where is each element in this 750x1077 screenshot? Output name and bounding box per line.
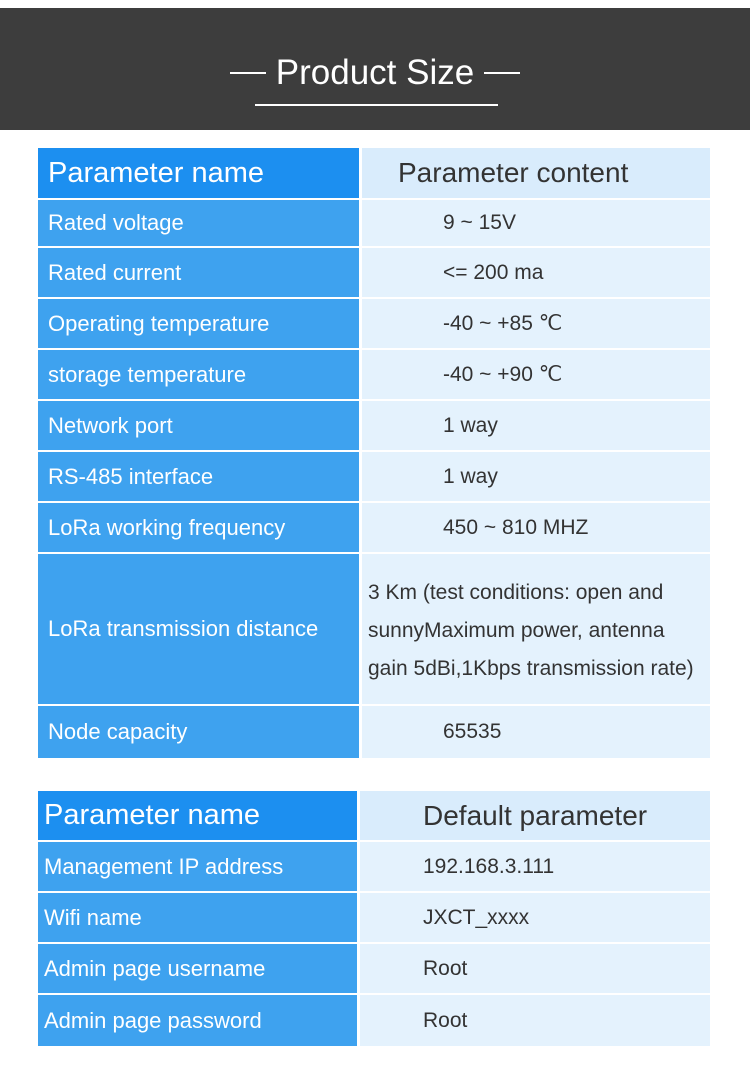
row-name: Management IP address	[38, 842, 357, 891]
row-value-line: gain 5dBi,1Kbps transmission rate)	[368, 657, 694, 680]
row-value: <= 200 ma	[359, 248, 710, 297]
table-row	[38, 503, 710, 554]
row-value: -40 ~ +85 ℃	[359, 299, 710, 348]
row-value: 1 way	[359, 452, 710, 501]
row-value: Root	[357, 944, 710, 993]
title-banner	[0, 8, 750, 130]
row-value: 192.168.3.111	[357, 842, 710, 891]
table-row	[38, 995, 710, 1046]
table-row	[38, 893, 710, 944]
row-value: Root	[357, 995, 710, 1046]
row-name: Rated voltage	[38, 200, 359, 246]
row-name: Rated current	[38, 248, 359, 297]
table-row	[38, 944, 710, 995]
row-name: LoRa transmission distance	[38, 554, 359, 704]
header-parameter-name: Parameter name	[38, 791, 357, 840]
row-value: 65535	[359, 706, 710, 758]
row-value: 9 ~ 15V	[359, 200, 710, 246]
row-value: 1 way	[359, 401, 710, 450]
default-parameter-table	[38, 791, 710, 1046]
row-name: Wifi name	[38, 893, 357, 942]
table-row	[38, 350, 710, 401]
banner-title-text: Product Size	[275, 53, 475, 92]
row-name: Network port	[38, 401, 359, 450]
row-value: -40 ~ +90 ℃	[359, 350, 710, 399]
table-header-row	[38, 791, 710, 842]
row-value-line: sunnyMaximum power, antenna	[368, 619, 665, 642]
banner-underline	[255, 104, 498, 106]
parameter-table	[38, 148, 710, 758]
table-row	[38, 554, 710, 706]
table-row	[38, 706, 710, 758]
row-value-line: 3 Km (test conditions: open and	[368, 581, 664, 604]
header-default-parameter: Default parameter	[357, 791, 710, 840]
row-name: LoRa working frequency	[38, 503, 359, 552]
table-row	[38, 401, 710, 452]
right-dash-decoration	[484, 72, 520, 74]
table-row	[38, 248, 710, 299]
header-parameter-name: Parameter name	[38, 148, 359, 198]
left-dash-decoration	[230, 72, 266, 74]
header-parameter-content: Parameter content	[359, 148, 710, 198]
row-name: Node capacity	[38, 706, 359, 758]
row-value: 450 ~ 810 MHZ	[359, 503, 710, 552]
row-name: storage temperature	[38, 350, 359, 399]
row-name: RS-485 interface	[38, 452, 359, 501]
table-row	[38, 200, 710, 248]
table-row	[38, 452, 710, 503]
row-value-multiline	[359, 554, 710, 704]
row-name: Admin page username	[38, 944, 357, 993]
row-name: Operating temperature	[38, 299, 359, 348]
banner-title	[0, 45, 750, 101]
table-header-row	[38, 148, 710, 200]
row-name: Admin page password	[38, 995, 357, 1046]
table-row	[38, 842, 710, 893]
table-row	[38, 299, 710, 350]
row-value: JXCT_xxxx	[357, 893, 710, 942]
